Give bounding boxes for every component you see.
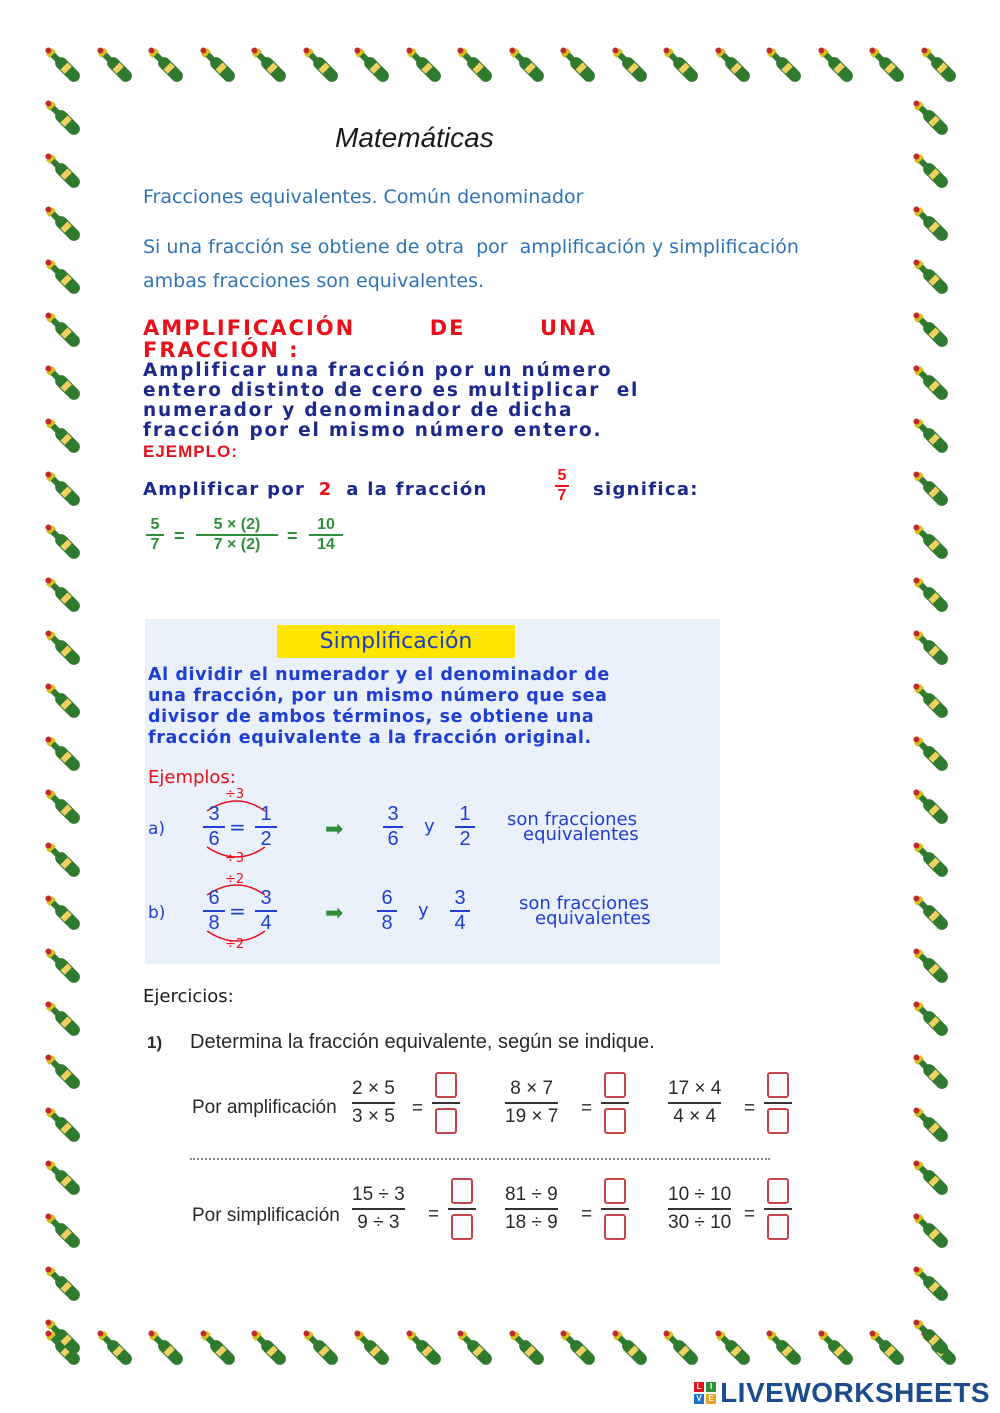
exercise-fraction (352, 1184, 405, 1234)
amplificacion-line: fracción por el mismo número entero. (143, 420, 603, 441)
bottle-icon (908, 307, 956, 355)
exercise-fraction (668, 1184, 731, 1234)
logo-letter: V (694, 1394, 704, 1404)
eq-sign: = (287, 526, 298, 546)
bottle-icon (504, 42, 552, 90)
denominator: 2 (260, 828, 272, 850)
bottle-icon (40, 890, 88, 938)
numerator: 3 (260, 887, 272, 909)
equals-sign: = (412, 1098, 424, 1119)
bottle-icon (143, 42, 191, 90)
eq-num-3: 10 (317, 516, 335, 533)
amplificacion-heading: AMPLIFICACIÓN DE UNA (143, 316, 597, 340)
numerator-answer-box[interactable] (767, 1072, 789, 1098)
bottle-icon (40, 784, 88, 832)
bottle-icon (92, 42, 140, 90)
bottle-icon (908, 519, 956, 567)
bottle-icon (555, 42, 603, 90)
bottle-icon (555, 1325, 603, 1373)
bottle-icon (40, 42, 88, 90)
bottle-icon (40, 1208, 88, 1256)
bottle-icon (908, 148, 956, 196)
equiv-line-1: son fracciones (519, 893, 649, 914)
divider (190, 1158, 770, 1160)
page-title: Matemáticas (335, 122, 494, 153)
fraction-bar (764, 1208, 792, 1210)
example-b-top-op: ÷2 (225, 872, 245, 887)
bottle-icon (40, 625, 88, 673)
bottle-icon (908, 466, 956, 514)
ejemplos-label: Ejemplos: (148, 767, 236, 788)
bottle-icon (908, 1049, 956, 1097)
exercise-numerator: 17 × 4 (668, 1078, 722, 1099)
logo-letter: L (694, 1382, 704, 1392)
equiv-line-1: son fracciones (507, 809, 637, 830)
bottle-icon (40, 148, 88, 196)
bottle-icon (40, 731, 88, 779)
example-a-frac-2 (255, 803, 277, 851)
simplificacion-panel (145, 619, 720, 964)
bottle-icon (40, 1155, 88, 1203)
example-b-frac-1 (203, 887, 225, 935)
example-b-bottom-op: ÷2 (225, 937, 245, 952)
bottle-icon (607, 42, 655, 90)
exercise-numerator: 2 × 5 (352, 1078, 395, 1099)
denominator: 2 (459, 828, 471, 850)
bottle-icon (401, 42, 449, 90)
exercise-fraction (352, 1078, 395, 1128)
eq-num-2: 5 × (2) (213, 516, 261, 533)
fraction-bar (668, 1208, 731, 1210)
fraction-bar (668, 1102, 721, 1104)
bottle-icon (40, 519, 88, 567)
eq-num-1: 5 (150, 516, 160, 533)
exercise-numerator: 81 ÷ 9 (505, 1184, 558, 1205)
example-a-label: a) (148, 819, 166, 839)
intro-line-1: Si una fracción se obtiene de otra por amplificación y simplificación (143, 236, 799, 258)
bottle-icon (40, 837, 88, 885)
simplificacion-title: Simplificación (277, 625, 515, 658)
denominator: 8 (208, 912, 220, 934)
bottle-icon (908, 996, 956, 1044)
fraction-bar (352, 1102, 395, 1104)
equals-sign: = (428, 1204, 440, 1225)
bottle-icon (813, 1325, 861, 1373)
bottle-icon (40, 201, 88, 249)
amplificacion-line: entero distinto de cero es multiplicar el (143, 380, 640, 401)
logo-letter: E (706, 1394, 716, 1404)
eq-den-2: 7 × (2) (213, 536, 261, 553)
bottle-icon (195, 1325, 243, 1373)
denominator-answer-box[interactable] (604, 1214, 626, 1240)
exercise-fraction (668, 1078, 721, 1128)
exercise-fraction (505, 1078, 558, 1128)
example-b-result-2 (450, 887, 470, 935)
bottle-icon (40, 678, 88, 726)
fraction-bar (505, 1102, 558, 1104)
numerator: 3 (454, 887, 466, 909)
denominator: 4 (454, 912, 466, 934)
answer-fraction (764, 1072, 792, 1134)
bottle-icon (908, 201, 956, 249)
fraction-bar (601, 1208, 629, 1210)
example-a-top-op: ÷3 (225, 787, 245, 802)
numerator: 1 (459, 803, 471, 825)
equals-sign: = (581, 1204, 593, 1225)
bottle-icon (40, 1049, 88, 1097)
example-text-b: a la fracción (346, 479, 488, 500)
bottle-icon (298, 1325, 346, 1373)
bottle-icon (40, 1102, 88, 1150)
bottle-icon (761, 42, 809, 90)
numerator: 6 (381, 887, 393, 909)
eq-fraction-3 (309, 516, 343, 554)
denominator-answer-box[interactable] (604, 1108, 626, 1134)
example-b-label: b) (148, 903, 166, 923)
numerator-answer-box[interactable] (604, 1178, 626, 1204)
exercise-fraction (505, 1184, 558, 1234)
example-fraction (555, 467, 569, 505)
bottle-icon (40, 254, 88, 302)
numerator: 3 (208, 803, 220, 825)
denominator-answer-box[interactable] (435, 1108, 457, 1134)
equals-sign: = (744, 1204, 756, 1225)
bottle-icon (710, 1325, 758, 1373)
fraction-bar (764, 1102, 792, 1104)
bottle-icon (908, 731, 956, 779)
answer-fraction (601, 1178, 629, 1240)
bottle-icon (40, 943, 88, 991)
bottle-icon (607, 1325, 655, 1373)
bottle-icon (908, 1155, 956, 1203)
fraction-denominator: 7 (557, 487, 567, 504)
denominator-answer-box[interactable] (767, 1214, 789, 1240)
bottle-icon (908, 943, 956, 991)
numerator-answer-box[interactable] (767, 1178, 789, 1204)
answer-fraction (432, 1072, 460, 1134)
bottle-icon (40, 1261, 88, 1309)
bottle-icon (908, 413, 956, 461)
fraction-numerator: 5 (557, 467, 567, 484)
ejemplo-label: EJEMPLO: (143, 442, 238, 461)
bottle-icon (908, 1208, 956, 1256)
equiv-line-2: equivalentes (535, 908, 651, 929)
exercise-instruction: Determina la fracción equivalente, según se indique. (190, 1031, 655, 1053)
equals-sign: = (744, 1098, 756, 1119)
bottle-icon (710, 42, 758, 90)
fraction-bar (432, 1102, 460, 1104)
exercise-numerator: 10 ÷ 10 (668, 1184, 732, 1205)
example-a-result-2 (455, 803, 475, 851)
por-simplificacion-label: Por simplificación (192, 1205, 340, 1226)
y-conjunction: y (418, 900, 429, 921)
bottle-icon (401, 1325, 449, 1373)
intro-line-2: ambas fracciones son equivalentes. (143, 270, 485, 292)
bottle-icon (908, 254, 956, 302)
liveworksheets-footer (694, 1377, 990, 1409)
exercise-numerator: 15 ÷ 3 (352, 1184, 405, 1205)
simplificacion-line: una fracción, por un mismo número que sea (148, 686, 608, 706)
bottle-icon (40, 95, 88, 143)
amplificacion-line: Amplificar una fracción por un número (143, 360, 613, 381)
bottle-icon (864, 42, 912, 90)
bottle-icon (908, 95, 956, 143)
fraction-bar (601, 1102, 629, 1104)
example-factor: 2 (318, 479, 333, 500)
bottle-icon (452, 42, 500, 90)
bottle-icon (40, 1314, 88, 1362)
numerator: 3 (387, 803, 399, 825)
exercise-denominator: 30 ÷ 10 (668, 1211, 732, 1233)
exercise-number: 1) (147, 1033, 163, 1052)
bottle-icon (908, 1314, 956, 1362)
bottle-icon (349, 1325, 397, 1373)
bottle-icon (908, 890, 956, 938)
fraction-bar (352, 1208, 405, 1210)
logo-letter: I (706, 1382, 716, 1392)
example-a-bottom-op: ÷3 (225, 851, 245, 866)
simplificacion-line: Al dividir el numerador y el denominador de (148, 665, 610, 685)
denominator: 4 (260, 912, 272, 934)
bottle-icon (908, 837, 956, 885)
answer-fraction (601, 1072, 629, 1134)
bottle-icon (761, 1325, 809, 1373)
bottle-icon (658, 42, 706, 90)
bottle-icon (40, 360, 88, 408)
numerator-answer-box[interactable] (451, 1178, 473, 1204)
example-sentence (143, 479, 488, 500)
example-b-result-1 (377, 887, 397, 935)
bottle-icon (908, 678, 956, 726)
bottle-icon (908, 1261, 956, 1309)
y-conjunction: y (424, 816, 435, 837)
bottle-icon (92, 1325, 140, 1373)
arrow-right-icon: ➡ (325, 900, 344, 925)
exercise-denominator: 18 ÷ 9 (505, 1211, 558, 1233)
bottle-icon (864, 1325, 912, 1373)
amplificacion-heading-2: FRACCIÓN : (143, 338, 300, 362)
simplificacion-line: fracción equivalente a la fracción original. (148, 728, 592, 748)
denominator-answer-box[interactable] (767, 1108, 789, 1134)
example-a-frac-1 (203, 803, 225, 851)
equals: = (229, 815, 246, 839)
answer-fraction (764, 1178, 792, 1240)
subtitle: Fracciones equivalentes. Común denominador (143, 186, 584, 208)
bottle-icon (40, 466, 88, 514)
bottle-icon (908, 572, 956, 620)
bottle-icon (908, 360, 956, 408)
fraction-bar (505, 1208, 558, 1210)
example-text-c: significa: (593, 479, 699, 500)
equals: = (229, 899, 246, 923)
simplificacion-line: divisor de ambos términos, se obtiene una (148, 707, 595, 727)
liveworksheets-logo (694, 1382, 716, 1404)
exercise-denominator: 19 × 7 (505, 1105, 559, 1127)
exercise-denominator: 9 ÷ 3 (357, 1211, 400, 1233)
arrow-right-icon: ➡ (325, 816, 344, 841)
bottle-icon (916, 42, 964, 90)
bottle-icon (452, 1325, 500, 1373)
equiv-line-2: equivalentes (523, 824, 639, 845)
denominator: 6 (208, 828, 220, 850)
denominator: 6 (387, 828, 399, 850)
numerator-answer-box[interactable] (604, 1072, 626, 1098)
eq-den-1: 7 (150, 536, 160, 553)
bottle-icon (246, 1325, 294, 1373)
eq-sign: = (174, 526, 185, 546)
liveworksheets-brand: LIVEWORKSHEETS (720, 1377, 990, 1408)
bottle-icon (349, 42, 397, 90)
bottle-icon (143, 1325, 191, 1373)
exercise-numerator: 8 × 7 (510, 1078, 554, 1099)
eq-fraction-1 (146, 516, 164, 554)
numerator: 6 (208, 887, 220, 909)
denominator: 8 (381, 912, 393, 934)
fraction-bar (448, 1208, 476, 1210)
numerator: 1 (260, 803, 272, 825)
numerator-answer-box[interactable] (435, 1072, 457, 1098)
por-amplificacion-label: Por amplificación (192, 1097, 337, 1118)
answer-fraction (448, 1178, 476, 1240)
example-text-a: Amplificar por (143, 479, 306, 500)
bottle-icon (40, 572, 88, 620)
bottle-icon (298, 42, 346, 90)
example-b-frac-2 (255, 887, 277, 935)
bottle-icon (813, 42, 861, 90)
bottle-icon (40, 307, 88, 355)
bottle-icon (908, 625, 956, 673)
bottle-icon (195, 42, 243, 90)
exercise-denominator: 4 × 4 (673, 1105, 717, 1127)
denominator-answer-box[interactable] (451, 1214, 473, 1240)
exercise-denominator: 3 × 5 (352, 1105, 395, 1127)
bottle-icon (658, 1325, 706, 1373)
eq-den-3: 14 (317, 536, 335, 553)
example-a-result-1 (383, 803, 403, 851)
bottle-icon (40, 996, 88, 1044)
bottle-icon (40, 413, 88, 461)
bottle-icon (908, 784, 956, 832)
bottle-icon (246, 42, 294, 90)
bottle-icon (908, 1102, 956, 1150)
amplificacion-line: numerador y denominador de dicha (143, 400, 574, 421)
eq-fraction-2 (196, 516, 278, 554)
equals-sign: = (581, 1098, 593, 1119)
ejercicios-label: Ejercicios: (143, 986, 234, 1007)
bottle-icon (504, 1325, 552, 1373)
